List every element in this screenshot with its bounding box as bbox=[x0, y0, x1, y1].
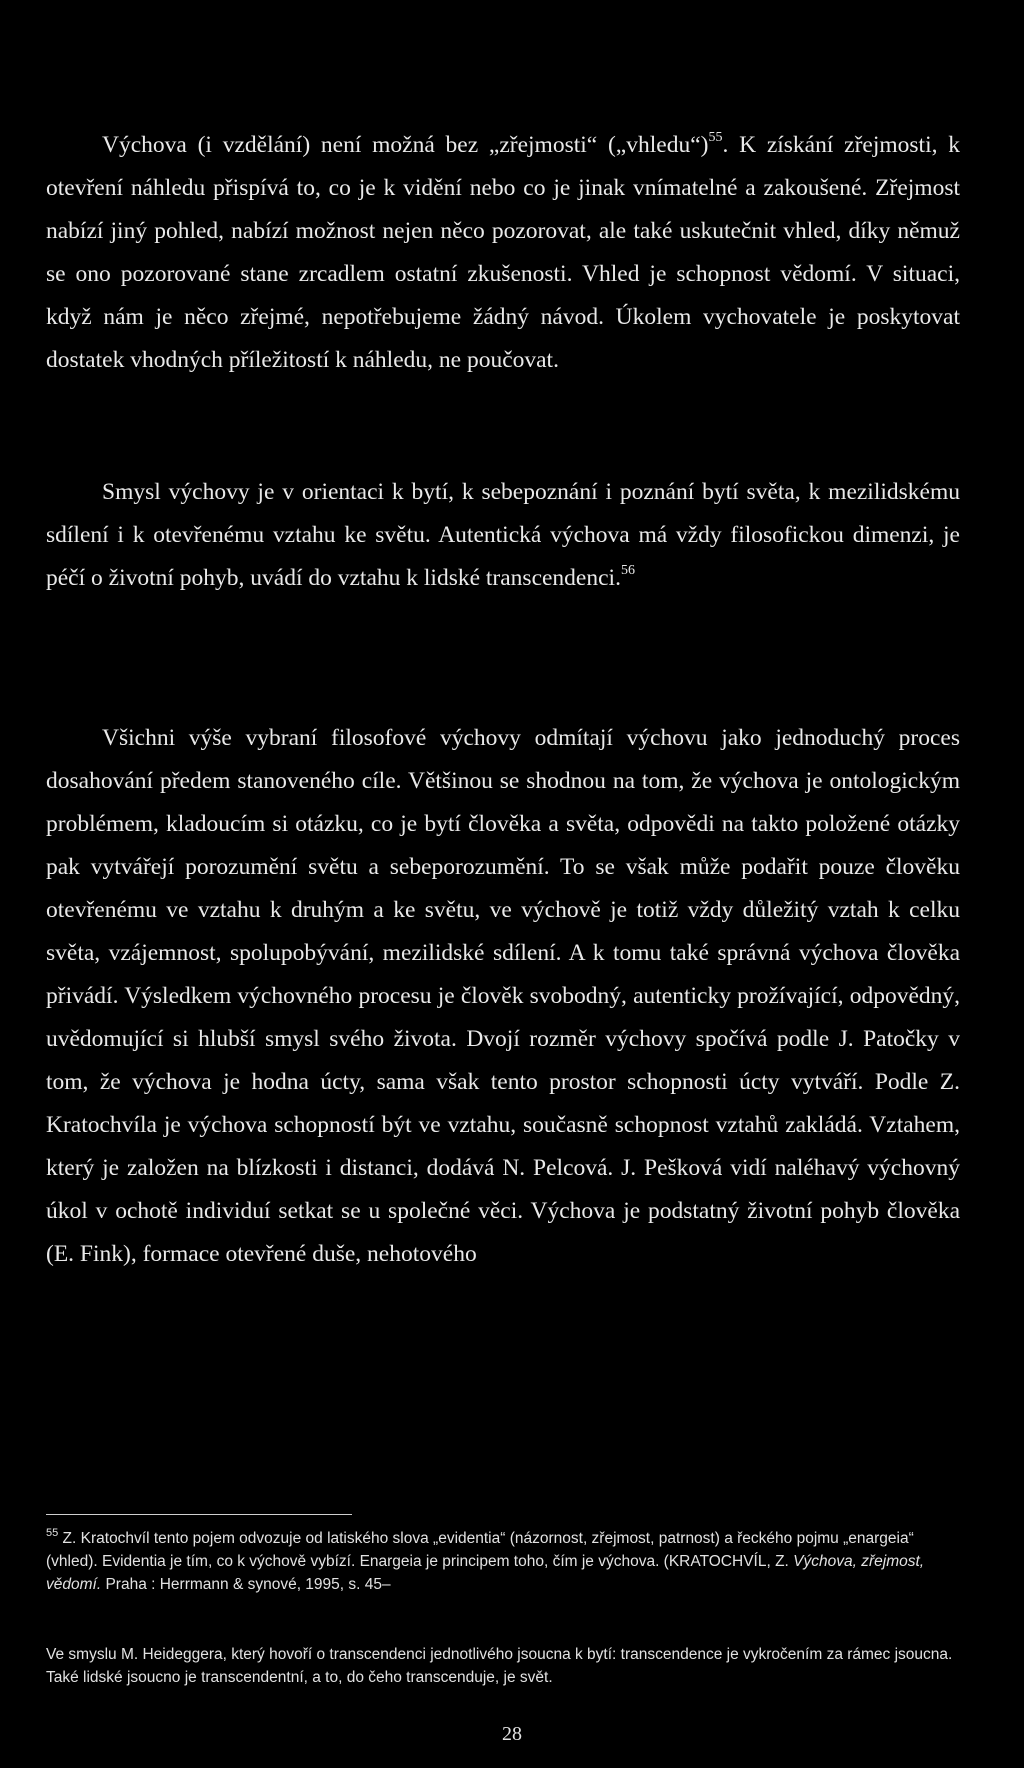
footnote-ref-55: 55 bbox=[708, 130, 723, 146]
paragraph-1-text: Výchova (i vzdělání) není možná bez „zřejmosti“ („vhledu“) bbox=[102, 132, 709, 158]
paragraph-1 bbox=[46, 124, 960, 382]
paragraph-2 bbox=[46, 471, 960, 600]
footnote-ref-56: 56 bbox=[620, 563, 635, 579]
paragraph-3 bbox=[46, 717, 960, 1276]
footnote-55-text-a: Z. Kratochvíl tento pojem odvozuje od latiského slova „evidentia“ (názornost, zřejmost, patrnost) a řeckého pojmu „enargeia“ (vhled). Evidentia je tím, co k výchově vybízí. Enargeia je principem toho, čím je výchova. (KRATOCHVÍL, Z. bbox=[46, 1530, 914, 1570]
footnote-55 bbox=[46, 1527, 960, 1596]
paragraph-2-text: Smysl výchovy je v orientaci k bytí, k sebepoznání i poznání bytí světa, k mezilidskému sdílení i k otevřenému vztahu ke světu. Autentická výchova má vždy filosofickou dimenzi, je péčí o životní pohyb, uvádí do vztahu k lidské transcendenci. bbox=[46, 479, 960, 591]
paragraph-1-rest: . K získání zřejmosti, k otevření náhledu přispívá to, co je k vidění nebo co je jinak vnímatelné a zakoušené. Zřejmost nabízí jiný pohled, nabízí možnost nejen něco pozorovat, ale také uskutečnit vhled, díky němuž se ono pozorované stane zrcadlem ostatní zkušenosti. Vhled je schopnost vědomí. V situaci, když nám je něco zřejmé, nepotřebujeme žádný návod. Úkolem vychovatele je poskytovat dostatek vhodných příležitostí k náhledu, ne poučovat. bbox=[46, 132, 960, 373]
footnote-number: 55 bbox=[46, 1526, 59, 1539]
footnote-56-text: Ve smyslu M. Heideggera, který hovoří o transcendenci jednotlivého jsoucna k bytí: transcendence je vykročením za rámec jsoucna. Také lidské jsoucno je transcendentní, a to, do čeho transcenduje, je svět. bbox=[46, 1646, 953, 1686]
paragraph-3-text: Všichni výše vybraní filosofové výchovy odmítají výchovu jako jednoduchý proces dosahování předem stanoveného cíle. Většinou se shodnou na tom, že výchova je ontologickým problémem, kladoucím si otázku, co je bytí člověka a světa, odpovědi na takto položené otázky pak vytvářejí porozumění světu a sebeporozumění. To se však může podařit pouze člověku otevřenému ve vztahu k druhým a ke světu, ve výchově je totiž vždy důležitý vztah k celku světa, vzájemnost, spolupobývání, mezilidské sdílení. A k tomu také správná výchova člověka přivádí. Výsledkem výchovného procesu je člověk svobodný, autenticky prožívající, odpovědný, uvědomující si hlubší smysl svého života. Dvojí rozměr výchovy spočívá podle J. Patočky v tom, že výchova je hodna úcty, sama však tento prostor schopnosti úcty vytváří. Podle Z. Kratochvíla je výchova schopností být ve vztahu, současně schopnost vztahů zakládá. Vztahem, který je založen na blízkosti i distanci, dodává N. Pelcová. J. Pešková vidí naléhavý výchovný úkol v ochotě individuí setkat se u společné věci. Výchova je podstatný životní pohyb člověka (E. Fink), formace otevřené duše, nehotového bbox=[46, 725, 960, 1267]
footnote-56 bbox=[46, 1643, 960, 1689]
footnote-separator bbox=[46, 1514, 352, 1515]
footnote-55-title: Výchova, zřejmost, vědomí. bbox=[46, 1553, 925, 1593]
page-number: 28 bbox=[502, 1723, 522, 1745]
footnote-55-text-b: Praha : Herrmann & synové, 1995, s. 45– bbox=[101, 1576, 391, 1593]
